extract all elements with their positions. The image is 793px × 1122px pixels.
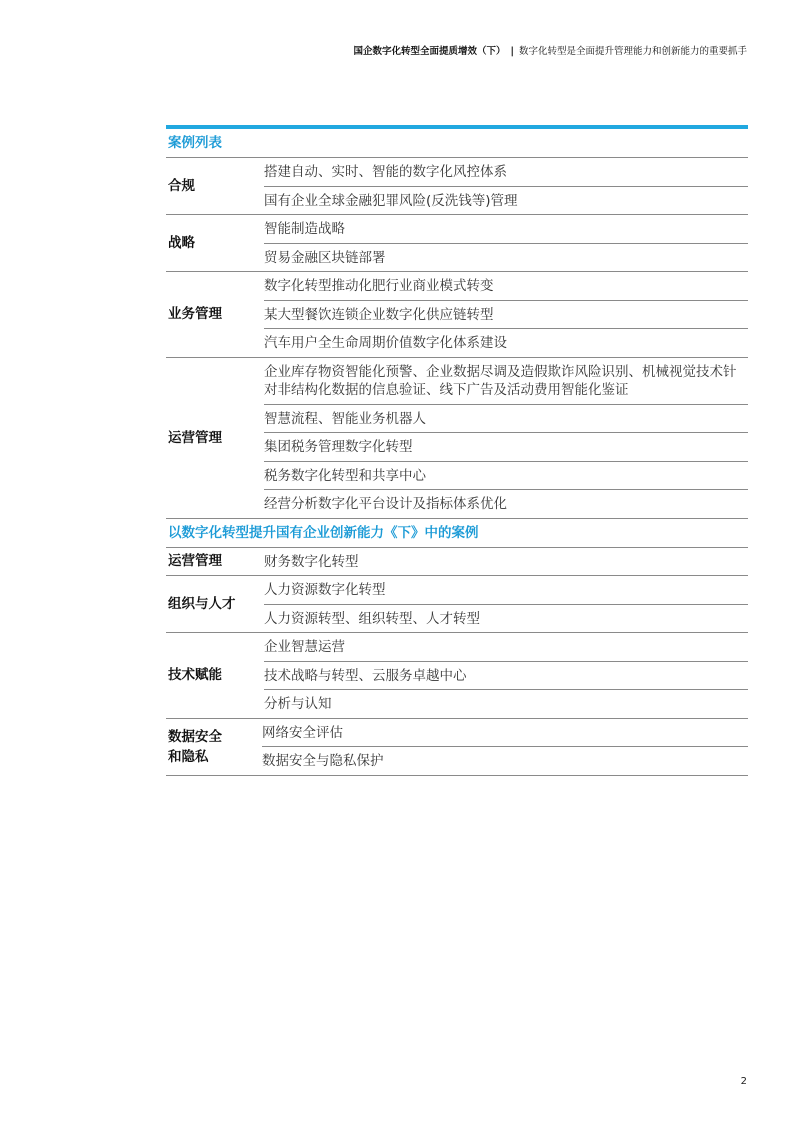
case-item: 网络安全评估 (262, 719, 748, 748)
case-item: 集团税务管理数字化转型 (264, 433, 748, 462)
page-number: 2 (740, 1076, 747, 1087)
section-header: 案例列表 (166, 129, 748, 158)
case-list (264, 548, 748, 576)
case-list (264, 158, 748, 214)
case-item: 分析与认知 (264, 696, 332, 712)
table-row-group (166, 548, 748, 577)
header-title: 国企数字化转型全面提质增效（下） (353, 46, 506, 57)
case-item: 企业智慧运营 (264, 633, 748, 662)
case-list (264, 215, 748, 271)
case-item: 财务数字化转型 (264, 553, 359, 570)
case-list (264, 576, 748, 632)
table-row-group (166, 158, 748, 215)
case-item: 智能制造战略 (264, 215, 748, 244)
table-row-group (166, 358, 748, 519)
case-table (166, 125, 748, 776)
category-label: 合规 (168, 178, 195, 194)
case-item: 数据安全与隐私保护 (262, 753, 384, 769)
category-label: 运营管理 (168, 429, 222, 446)
case-item: 人力资源转型、组织转型、人才转型 (264, 610, 480, 627)
case-item: 税务数字化转型和共享中心 (264, 462, 748, 491)
header-separator: | (510, 46, 514, 57)
case-item: 某大型餐饮连锁企业数字化供应链转型 (264, 301, 748, 330)
case-list (262, 719, 748, 775)
category-label: 业务管理 (168, 306, 222, 323)
case-item: 人力资源数字化转型 (264, 576, 748, 605)
case-item: 企业库存物资智能化预警、企业数据尽调及造假欺诈风险识别、机械视觉技术针对非结构化数据的信息验证、线下广告及活动费用智能化鉴证 (264, 358, 748, 405)
case-item: 经营分析数字化平台设计及指标体系优化 (264, 496, 507, 512)
table-row-group (166, 719, 748, 776)
table-row-group (166, 576, 748, 633)
header-subtitle: 数字化转型是全面提升管理能力和创新能力的重要抓手 (518, 46, 747, 57)
category-label: 技术赋能 (168, 667, 222, 684)
case-item: 贸易金融区块链部署 (264, 249, 386, 266)
case-item: 汽车用户全生命周期价值数字化体系建设 (264, 335, 507, 351)
case-item: 智慧流程、智能业务机器人 (264, 405, 748, 434)
case-item: 技术战略与转型、云服务卓越中心 (264, 662, 748, 691)
case-item: 搭建自动、实时、智能的数字化风控体系 (264, 158, 748, 187)
case-list (264, 272, 748, 357)
table-row-group (166, 633, 748, 719)
category-label: 组织与人才 (168, 596, 236, 612)
category-label: 数据安全和隐私 (168, 728, 222, 765)
page-header (353, 43, 747, 57)
case-item: 国有企业全球金融犯罪风险(反洗钱等)管理 (264, 192, 518, 209)
case-list (264, 358, 748, 518)
table-row-group (166, 215, 748, 272)
category-label: 战略 (168, 235, 195, 251)
section-header: 以数字化转型提升国有企业创新能力《下》中的案例 (166, 519, 748, 548)
case-list (264, 633, 748, 718)
case-item: 数字化转型推动化肥行业商业模式转变 (264, 272, 748, 301)
table-body (166, 129, 748, 776)
category-label: 运营管理 (168, 553, 222, 570)
table-row-group (166, 272, 748, 358)
